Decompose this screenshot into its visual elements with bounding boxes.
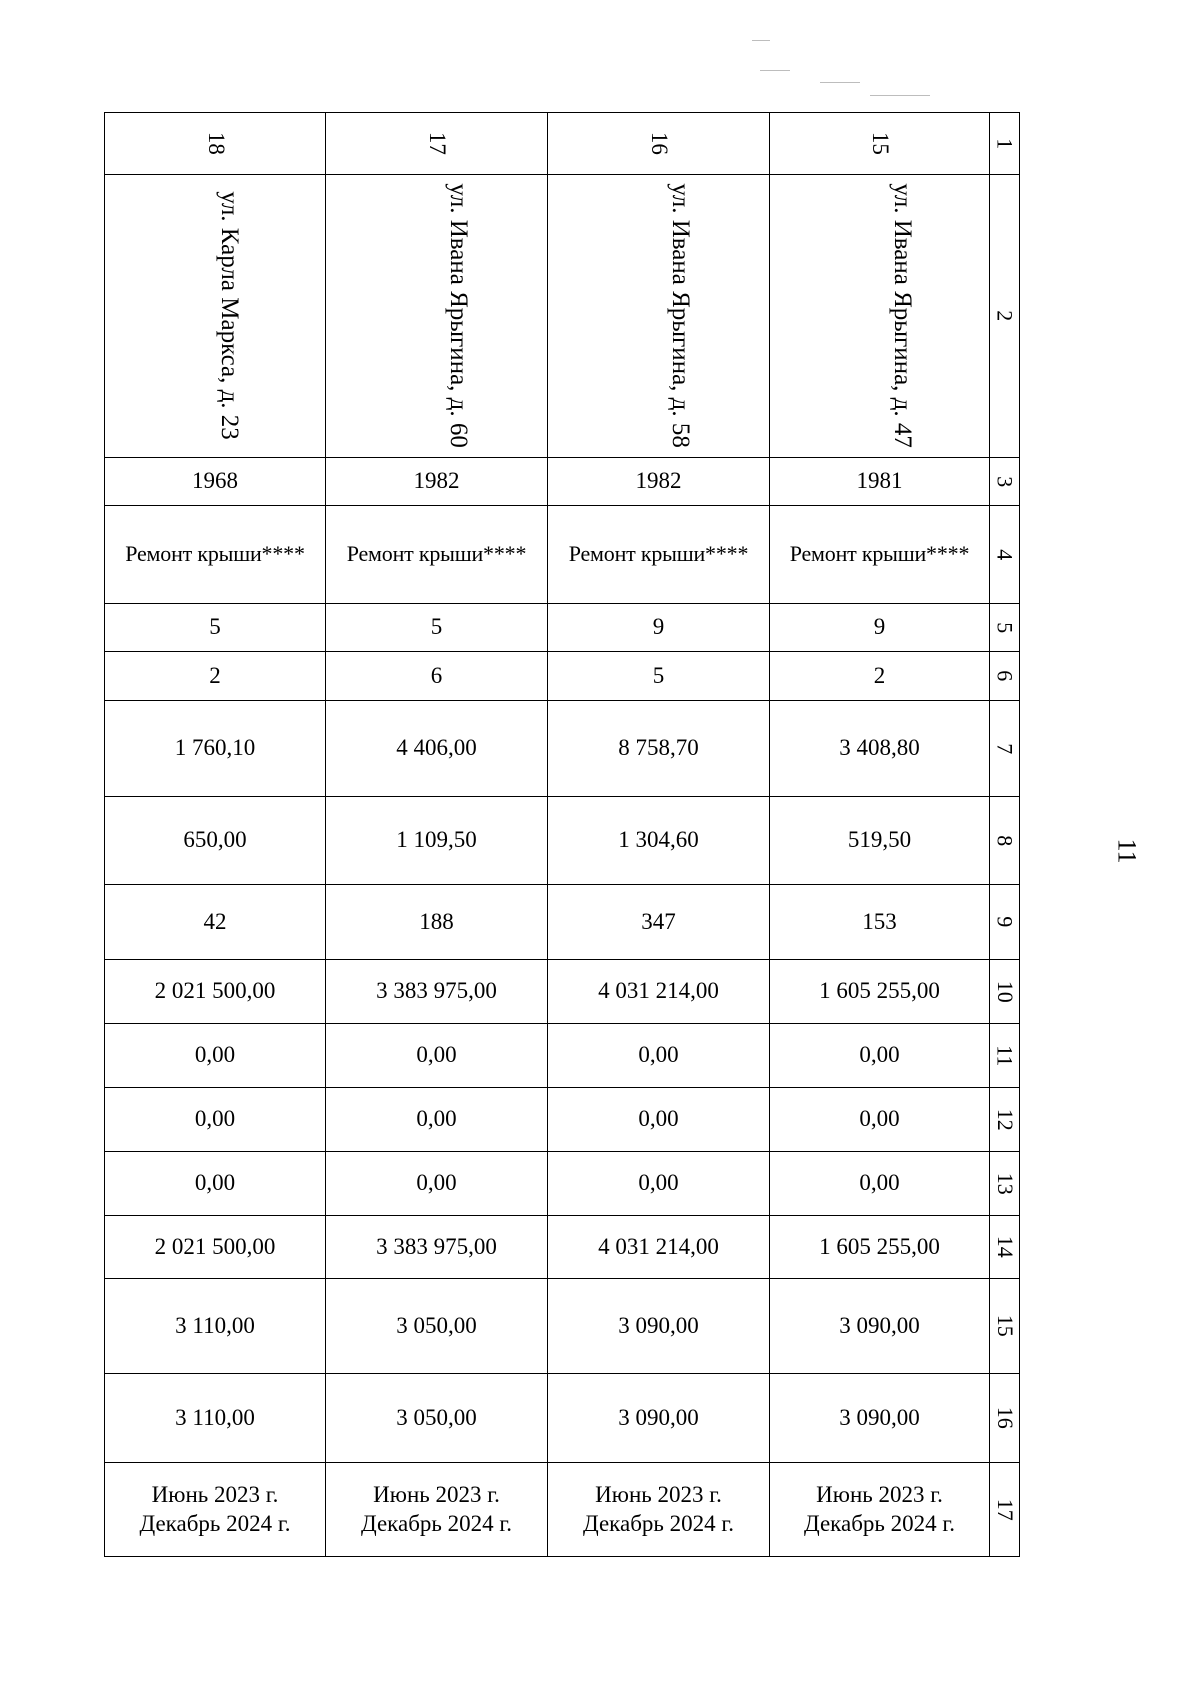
column-number-cell (990, 960, 1020, 1024)
column-number: 7 (992, 743, 1018, 754)
fund-cell: 0,00 (105, 1152, 326, 1216)
work-type: Ремонт крыши**** (346, 541, 527, 567)
building-index-cell (770, 113, 990, 175)
building-index: 16 (646, 132, 672, 155)
column-number-cell (990, 797, 1020, 885)
fund-cell: 0,00 (548, 1152, 770, 1216)
fund-cell: 0,00 (770, 1088, 990, 1152)
table-row (105, 797, 1020, 885)
table-row (105, 1374, 1020, 1463)
table-row (105, 1088, 1020, 1152)
period-cell (548, 1463, 770, 1557)
column-number: 11 (992, 1044, 1018, 1067)
column-number: 3 (992, 476, 1018, 487)
residents-cell: 42 (105, 885, 326, 960)
floors-cell: 5 (105, 604, 326, 652)
column-number-cell (990, 1374, 1020, 1463)
address-cell (548, 175, 770, 458)
year-cell: 1981 (770, 458, 990, 506)
column-number-cell (990, 1024, 1020, 1088)
unit-cost-limit-cell: 3 090,00 (548, 1374, 770, 1463)
column-number-cell (990, 113, 1020, 175)
year-cell: 1968 (105, 458, 326, 506)
column-number-cell (990, 1463, 1020, 1557)
work-type-cell (770, 506, 990, 604)
table-row (105, 885, 1020, 960)
column-number-cell (990, 175, 1020, 458)
building-index: 15 (867, 132, 893, 155)
scan-artifact (760, 70, 790, 71)
building-index: 17 (424, 132, 450, 155)
address: ул. Ивана Ярыгина, д. 60 (444, 183, 472, 449)
fund-cell: 0,00 (770, 1152, 990, 1216)
period-start: Июнь 2023 г. (373, 1481, 500, 1507)
residential-area-cell: 1 304,60 (548, 797, 770, 885)
table-row (105, 1152, 1020, 1216)
period-start: Июнь 2023 г. (816, 1481, 943, 1507)
repair-program-table (104, 112, 1020, 1557)
table-row (105, 652, 1020, 701)
column-number: 6 (992, 670, 1018, 682)
period-cell (770, 1463, 990, 1557)
fund-cell: 0,00 (105, 1024, 326, 1088)
column-number: 2 (992, 310, 1018, 322)
fund-cell: 0,00 (105, 1088, 326, 1152)
table-row (105, 1279, 1020, 1374)
owners-funds-cell: 1 605 255,00 (770, 1216, 990, 1279)
floors-cell: 9 (770, 604, 990, 652)
table-row (105, 506, 1020, 604)
column-number-cell (990, 604, 1020, 652)
year-cell: 1982 (326, 458, 548, 506)
work-type-cell (548, 506, 770, 604)
residential-area-cell: 650,00 (105, 797, 326, 885)
scan-artifact (870, 95, 930, 96)
column-number: 15 (992, 1315, 1018, 1337)
column-number: 13 (992, 1172, 1018, 1195)
unit-cost-limit-cell: 3 050,00 (326, 1374, 548, 1463)
column-number-cell (990, 1152, 1020, 1216)
residential-area-cell: 519,50 (770, 797, 990, 885)
table-row (105, 960, 1020, 1024)
fund-cell: 0,00 (326, 1088, 548, 1152)
column-number: 14 (992, 1236, 1018, 1258)
unit-cost-cell: 3 090,00 (548, 1279, 770, 1374)
table-row (105, 1463, 1020, 1557)
work-type-cell (326, 506, 548, 604)
address-cell (326, 175, 548, 458)
column-number: 8 (992, 835, 1018, 846)
building-index: 18 (203, 132, 229, 155)
column-number: 4 (992, 549, 1018, 560)
total-area-cell: 4 406,00 (326, 701, 548, 797)
column-number-cell (990, 885, 1020, 960)
address: ул. Ивана Ярыгина, д. 58 (666, 183, 694, 449)
table-row (105, 175, 1020, 458)
residents-cell: 347 (548, 885, 770, 960)
work-type: Ремонт крыши**** (568, 541, 749, 567)
building-index-cell (326, 113, 548, 175)
total-cost-cell: 4 031 214,00 (548, 960, 770, 1024)
column-number: 5 (992, 622, 1018, 633)
table-row (105, 1024, 1020, 1088)
fund-cell: 0,00 (548, 1024, 770, 1088)
floors-cell: 5 (326, 604, 548, 652)
unit-cost-cell: 3 090,00 (770, 1279, 990, 1374)
residential-area-cell: 1 109,50 (326, 797, 548, 885)
period-end: Декабрь 2024 г. (804, 1510, 955, 1536)
scan-artifact (820, 82, 860, 83)
total-cost-cell: 1 605 255,00 (770, 960, 990, 1024)
fund-cell: 0,00 (770, 1024, 990, 1088)
address: ул. Ивана Ярыгина, д. 47 (888, 183, 916, 449)
owners-funds-cell: 4 031 214,00 (548, 1216, 770, 1279)
fund-cell: 0,00 (548, 1088, 770, 1152)
period-start: Июнь 2023 г. (151, 1481, 279, 1507)
unit-cost-cell: 3 110,00 (105, 1279, 326, 1374)
work-type: Ремонт крыши**** (125, 541, 305, 567)
column-number-cell (990, 1216, 1020, 1279)
residents-cell: 188 (326, 885, 548, 960)
column-number-cell (990, 1279, 1020, 1374)
table-row (105, 113, 1020, 175)
address-cell (770, 175, 990, 458)
total-cost-cell: 3 383 975,00 (326, 960, 548, 1024)
column-number-cell (990, 652, 1020, 701)
column-number: 9 (992, 916, 1018, 928)
column-number-cell (990, 1088, 1020, 1152)
period-end: Декабрь 2024 г. (361, 1510, 512, 1536)
building-index-cell (105, 113, 326, 175)
owners-funds-cell: 2 021 500,00 (105, 1216, 326, 1279)
column-number: 1 (992, 138, 1018, 149)
fund-cell: 0,00 (326, 1024, 548, 1088)
unit-cost-limit-cell: 3 090,00 (770, 1374, 990, 1463)
scan-artifact (752, 40, 770, 41)
entrances-cell: 6 (326, 652, 548, 701)
unit-cost-cell: 3 050,00 (326, 1279, 548, 1374)
address: ул. Карла Маркса, д. 23 (215, 191, 243, 441)
period-cell (326, 1463, 548, 1557)
column-number-cell (990, 701, 1020, 797)
column-number-cell (990, 458, 1020, 506)
address-cell (105, 175, 326, 458)
entrances-cell: 2 (105, 652, 326, 701)
building-index-cell (548, 113, 770, 175)
owners-funds-cell: 3 383 975,00 (326, 1216, 548, 1279)
floors-cell: 9 (548, 604, 770, 652)
column-number-cell (990, 506, 1020, 604)
period-end: Декабрь 2024 г. (139, 1510, 291, 1536)
period-start: Июнь 2023 г. (595, 1481, 722, 1507)
total-cost-cell: 2 021 500,00 (105, 960, 326, 1024)
work-type-cell (105, 506, 326, 604)
page-number: 11 (1112, 838, 1142, 864)
period-cell (105, 1463, 326, 1557)
total-area-cell: 1 760,10 (105, 701, 326, 797)
total-area-cell: 8 758,70 (548, 701, 770, 797)
table-row (105, 701, 1020, 797)
period-end: Декабрь 2024 г. (583, 1510, 734, 1536)
column-number: 12 (992, 1108, 1018, 1131)
total-area-cell: 3 408,80 (770, 701, 990, 797)
work-type: Ремонт крыши**** (789, 541, 970, 567)
table-row (105, 458, 1020, 506)
table-row (105, 604, 1020, 652)
entrances-cell: 5 (548, 652, 770, 701)
residents-cell: 153 (770, 885, 990, 960)
fund-cell: 0,00 (326, 1152, 548, 1216)
year-cell: 1982 (548, 458, 770, 506)
entrances-cell: 2 (770, 652, 990, 701)
column-number: 17 (992, 1498, 1018, 1521)
unit-cost-limit-cell: 3 110,00 (105, 1374, 326, 1463)
table-row (105, 1216, 1020, 1279)
column-number: 16 (992, 1407, 1018, 1429)
column-number: 10 (992, 980, 1018, 1003)
